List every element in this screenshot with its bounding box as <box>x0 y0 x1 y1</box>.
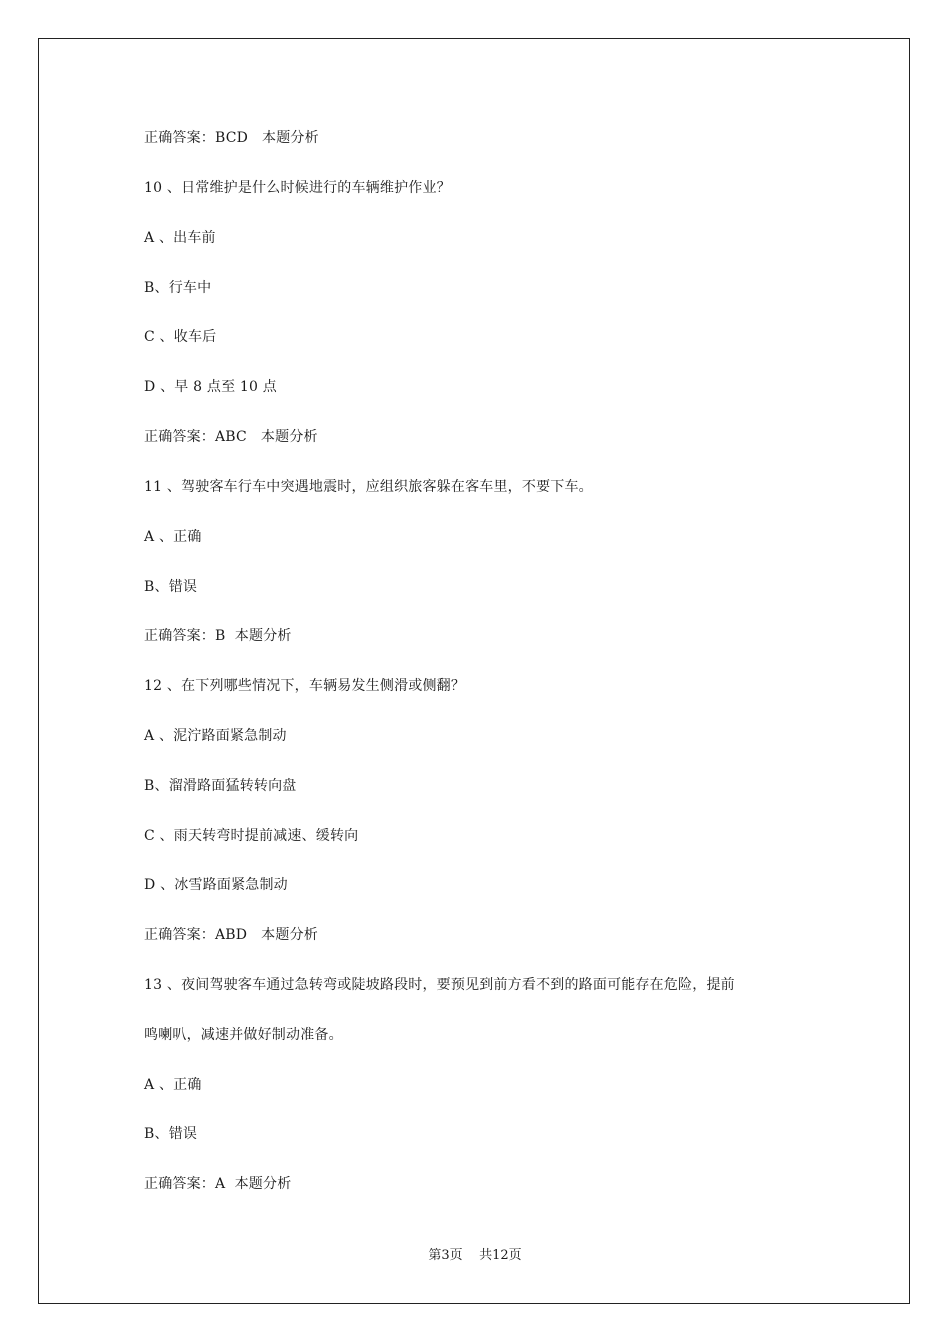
question-11: 11 、驾驶客车行车中突遇地震时，应组织旅客躲在客车里，不要下车。 <box>144 479 593 495</box>
option-a-q12: A 、泥泞路面紧急制动 <box>144 728 287 744</box>
option-b-q13: B、错误 <box>144 1126 198 1142</box>
answer-line-q13: 正确答案：A 本题分析 <box>144 1176 292 1192</box>
question-12: 12 、在下列哪些情况下，车辆易发生侧滑或侧翻？ <box>144 678 466 694</box>
question-13-line-1: 13 、夜间驾驶客车通过急转弯或陡坡路段时，要预见到前方看不到的路面可能存在危险，提前 <box>144 977 735 993</box>
page-border <box>38 38 910 1304</box>
option-c-q12: C 、雨天转弯时提前减速、缓转向 <box>144 828 359 844</box>
page-number-footer: 第3页 共12页 <box>428 1248 522 1263</box>
option-b-q11: B、错误 <box>144 579 198 595</box>
answer-line-q12: 正确答案：ABD 本题分析 <box>144 927 318 943</box>
option-d-q10: D 、早 8 点至 10 点 <box>144 379 277 395</box>
option-b-q12: B、溜滑路面猛转转向盘 <box>144 778 297 794</box>
option-a-q10: A 、出车前 <box>144 230 216 246</box>
answer-line-q9: 正确答案：BCD 本题分析 <box>144 130 319 146</box>
option-a-q13: A 、正确 <box>144 1077 202 1093</box>
question-13-line-2: 鸣喇叭，减速并做好制动准备。 <box>144 1027 343 1043</box>
option-d-q12: D 、冰雪路面紧急制动 <box>144 877 288 893</box>
option-c-q10: C 、收车后 <box>144 329 217 345</box>
answer-line-q11: 正确答案：B 本题分析 <box>144 628 292 644</box>
option-b-q10: B、行车中 <box>144 280 212 296</box>
answer-line-q10: 正确答案：ABC 本题分析 <box>144 429 318 445</box>
question-10: 10 、日常维护是什么时候进行的车辆维护作业？ <box>144 180 451 196</box>
option-a-q11: A 、正确 <box>144 529 202 545</box>
